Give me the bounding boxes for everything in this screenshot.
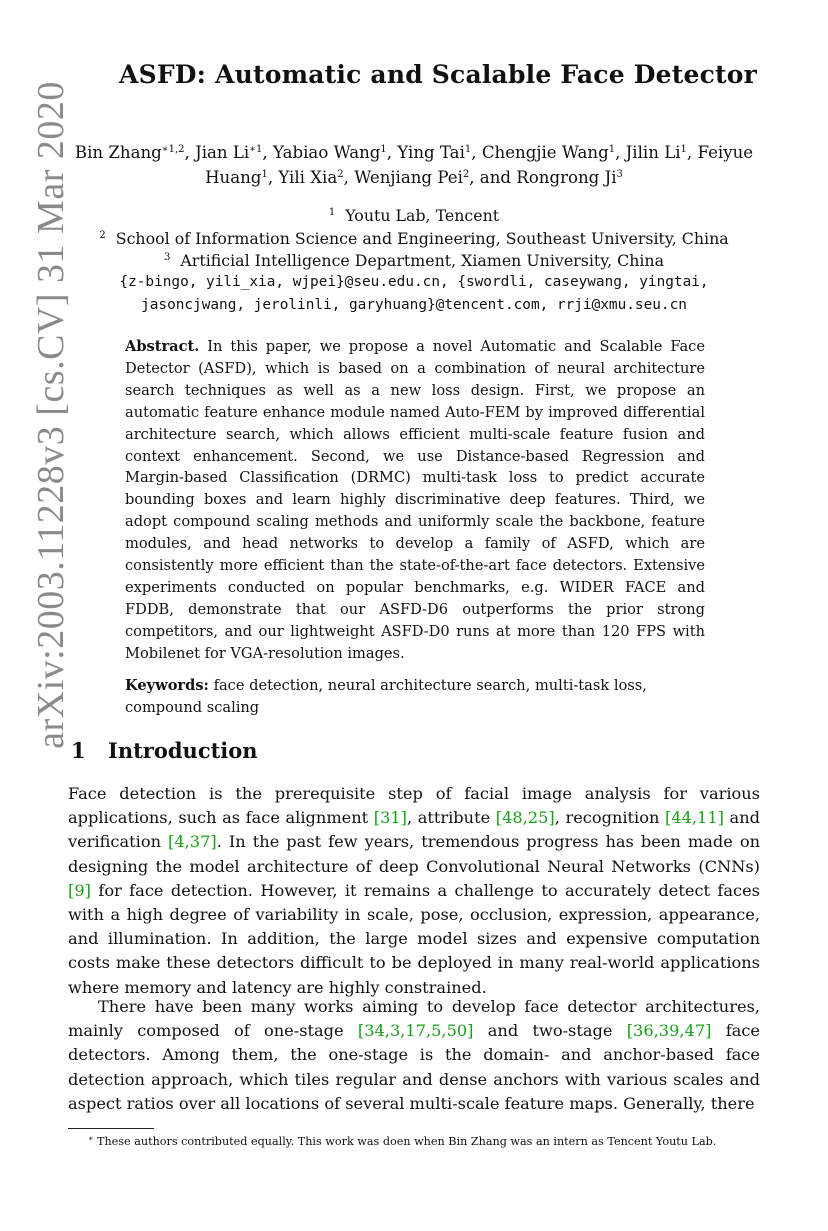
citation-link[interactable]: [31] [373,808,407,828]
abstract [125,336,705,665]
author-affiliation-mark: 1 [261,168,268,180]
paragraph-text: face detectors. Among them, the one-stage is the domain- and anchor-based face detection approach, which tiles regular and dense anchors with various scales and aspect ratios over all locations of several multi-scale feature maps. Generally, there [68,1021,761,1113]
affiliation-text: Youtu Lab, Tencent [345,206,500,225]
footnote-text: These authors contributed equally. This work was doen when Bin Zhang was an intern as Tencent Youtu Lab. [97,1135,717,1148]
paragraph-text: and verification [68,808,760,852]
citation-link[interactable]: [34,3,17,5,50] [357,1021,474,1041]
author-list: Bin Zhang$^{∗1,2}$, Jian $Li^{∗1}$, Yabiao Wang$^1$, Ying Tai$^1$, Chengjie Wang$^1$, Jilin Li$^1$, Feiyue Huang$^1$, Yili Xia$^2$, Wenjiang Pei$^2$, and Rongrong Ji$^3$ [74,143,754,187]
citation-link[interactable]: [4,37] [168,832,217,852]
paragraph-text: There have been many works aiming to develop face detector architectures, mainly composed of one-stage [68,997,760,1041]
affiliation-line [62,251,766,270]
section-number: 1 [71,738,86,763]
affiliation-number: 1 [328,207,336,218]
affiliation-text: Artificial Intelligence Department, Xiamen University, China [180,251,665,270]
abstract-text: In this paper, we propose a novel Automatic and Scalable Face Detector (ASFD), which is based on a combination of neural architecture search techniques as well as a new loss design. First, we propose an automatic feature enhance module named Auto-FEM by improved differential architecture search, which allows efficient multi-scale feature fusion and context enhancement. Second, we use Distance-based Regression and Margin-based Classification (DRMC) multi-task loss to predict accurate bounding boxes and learn highly discriminative deep features. Third, we adopt compound scaling methods and uniformly scale the backbone, feature modules, and head networks to develop a family of ASFD, which are consistently more efficient than the state-of-the-art face detectors. Extensive experiments conducted on popular benchmarks, e.g. WIDER FACE and FDDB, demonstrate that our ASFD-D6 outperforms the prior strong competitors, and our lightweight ASFD-D0 runs at more than 120 FPS with Mobilenet for VGA-resolution images. [125,338,705,662]
section-title: Introduction [108,738,258,763]
author-name: Ying Tai [397,143,465,162]
paragraph-text: Face detection is the prerequisite step of facial image analysis for various applications, such as face alignment [68,784,760,828]
citation-link[interactable]: [44,11] [664,808,724,828]
abstract-label: Abstract. [125,338,200,355]
keywords-label: Keywords: [125,677,209,694]
keywords [125,675,705,719]
author-name: Wenjiang Pei [354,167,463,187]
author-affiliation-mark: ∗1 [249,144,263,155]
paragraph-text: for face detection. However, it remains a challenge to accurately detect faces with a high degree of variability in scale, pose, occlusion, expression, appearance, and illumination. In addition, the large model sizes and expensive computation costs make these detectors difficult to be deployed in many real-world applications where memory and latency are highly constrained. [68,880,760,997]
keywords-text: face detection, neural architecture search, multi-task loss, compound scaling [125,677,647,716]
author-affiliation-mark: 2 [462,168,470,180]
author-affiliation-mark: 3 [616,168,623,180]
author-name: Bin Zhang [74,143,162,162]
affiliation-number: 3 [163,252,171,263]
author-name: Yili Xia [278,167,338,187]
author-name: Feiyue Huang [205,143,754,187]
author-affiliation-mark: 1 [464,144,472,155]
footnote [88,1134,760,1150]
citation-link[interactable]: [9] [68,880,91,900]
paragraph-text: , recognition [554,808,665,828]
author-name: Yabiao Wang [272,143,381,162]
section-heading [71,738,258,763]
paragraph-text: , attribute [407,808,496,828]
body-paragraph [68,995,760,1116]
footnote-rule [68,1128,154,1129]
author-name: Jian Li [195,143,250,162]
author-name: Rongrong Ji [516,167,617,187]
author-affiliation-mark: 1 [680,144,687,155]
body-paragraph [68,782,760,1000]
citation-link[interactable]: [48,25] [495,808,555,828]
citation-link[interactable]: [36,39,47] [626,1021,712,1041]
author-affiliation-mark: ∗1,2 [161,144,185,155]
author-name: Chengjie Wang [481,143,609,162]
author-affiliation-mark: 2 [337,168,344,180]
email-line: jasoncjwang, jerolinli, garyhuang}@tencent.com, rrji@xmu.seu.cn [141,297,687,313]
paragraph-text: . In the past few years, tremendous progress has been made on designing the model architecture of deep Convolutional Neural Networks (CNNs) [68,832,760,876]
email-line: {z-bingo, yili_xia, wjpei}@seu.edu.cn, {swordli, caseywang, yingtai, [119,274,709,290]
paper-title: ASFD: Automatic and Scalable Face Detector [118,60,757,89]
affiliation-line [62,206,766,225]
affiliation-number: 2 [99,230,106,241]
affiliation-line [62,229,766,248]
author-affiliation-mark: 1 [608,144,616,155]
arxiv-identifier: arXiv:2003.11228v3 [cs.CV] 31 Mar 2020 [30,81,72,749]
author-affiliation-mark: 1 [380,144,387,155]
affiliation-text: School of Information Science and Engineering, Southeast University, China [115,229,729,248]
paragraph-text: and two-stage [473,1021,627,1041]
footnote-mark: ∗ [88,1134,94,1143]
author-name: Jilin Li [625,143,681,162]
